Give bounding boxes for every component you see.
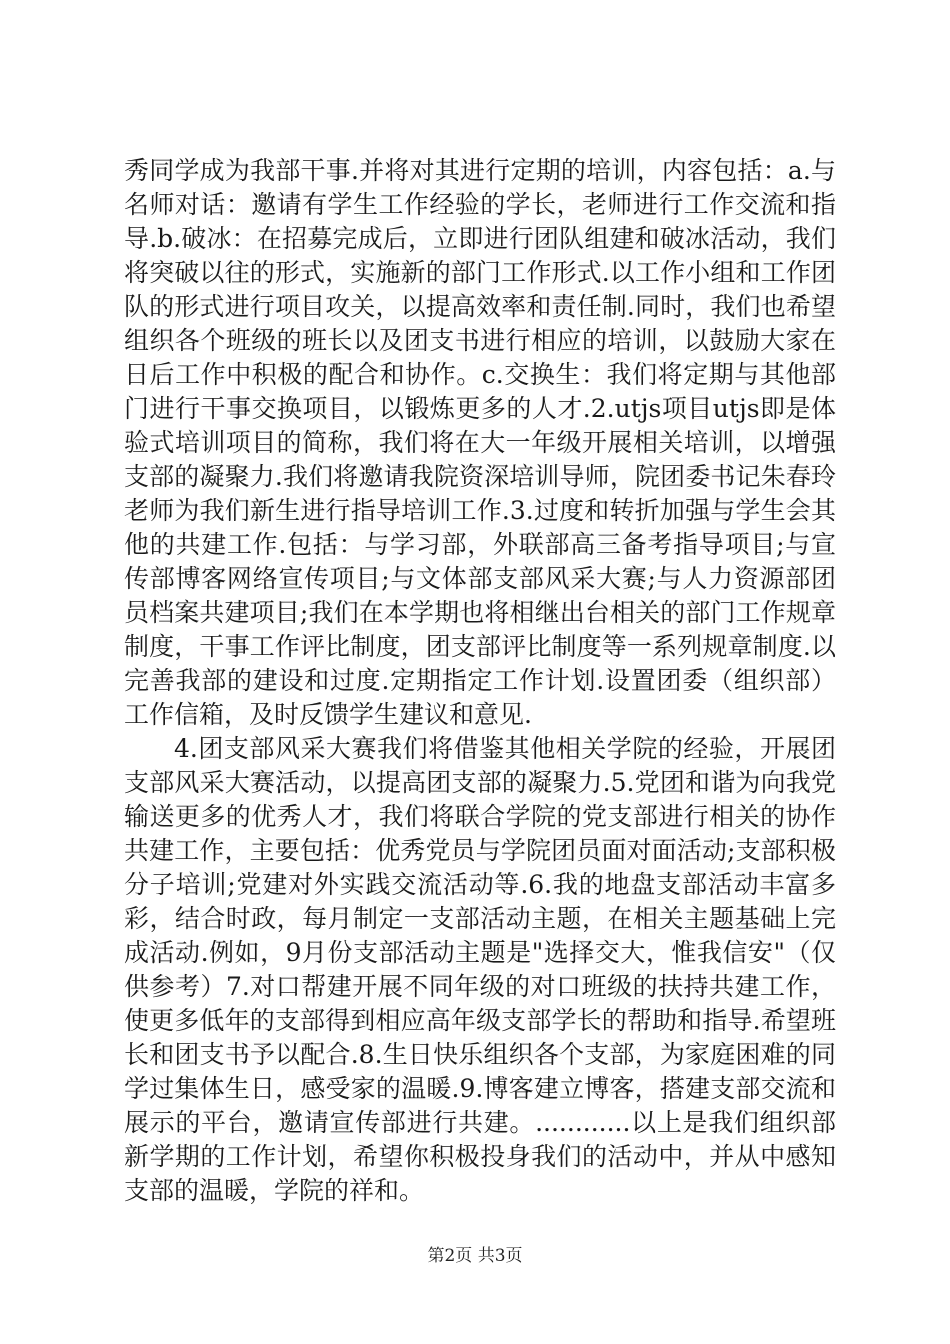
paragraph-2: 4.团支部风采大赛我们将借鉴其他相关学院的经验，开展团支部风采大赛活动，以提高团支部的凝聚力.5.党团和谐为向我党输送更多的优秀人才，我们将联合学院的党支部进行相关的协作共建工作，主要包括：优秀党员与学院团员面对面活动;支部积极分子培训;党建对外实践交流活动等.6.我的地盘支部活动丰富多彩，结合时政，每月制定一支部活动主题，在相关主题基础上完成活动.例如，9月份支部活动主题是"选择交大，惟我信安"（仅供参考）7.对口帮建开展不同年级的对口班级的扶持共建工作，使更多低年的支部得到相应高年级支部学长的帮助和指导.希望班长和团支书予以配合.8.生日快乐组织各个支部，为家庭困难的同学过集体生日，感受家的温暖.9.博客建立博客，搭建支部交流和展示的平台，邀请宣传部进行共建。............以上是我们组织部新学期的工作计划，希望你积极投身我们的活动中，并从中感知支部的温暖，学院的祥和。 — [124, 734, 836, 1205]
paragraph-1: 秀同学成为我部干事.并将对其进行定期的培训，内容包括：a.与名师对话：邀请有学生工作经验的学长，老师进行工作交流和指导.b.破冰：在招募完成后，立即进行团队组建和破冰活动，我们将突破以往的形式，实施新的部门工作形式.以工作小组和工作团队的形式进行项目攻关，以提高效率和责任制.同时，我们也希望组织各个班级的班长以及团支书进行相应的培训，以鼓励大家在日后工作中积极的配合和协作。c.交换生：我们将定期与其他部门进行干事交换项目，以锻炼更多的人才.2.utjs项目utjs即是体验式培训项目的简称，我们将在大一年级开展相关培训，以增强支部的凝聚力.我们将邀请我院资深培训导师，院团委书记朱春玲老师为我们新生进行指导培训工作.3.过度和转折加强与学生会其他的共建工作.包括：与学习部，外联部高三备考指导项目;与宣传部博客网络宣传项目;与文体部支部风采大赛;与人力资源部团员档案共建项目;我们在本学期也将相继出台相关的部门工作规章制度，干事工作评比制度，团支部评比制度等一系列规章制度.以完善我部的建设和过度.定期指定工作计划.设置团委（组织部）工作信箱，及时反馈学生建议和意见. — [124, 156, 836, 729]
page-footer: 第2页 共3页 — [427, 1246, 523, 1266]
document-body — [124, 154, 836, 1208]
